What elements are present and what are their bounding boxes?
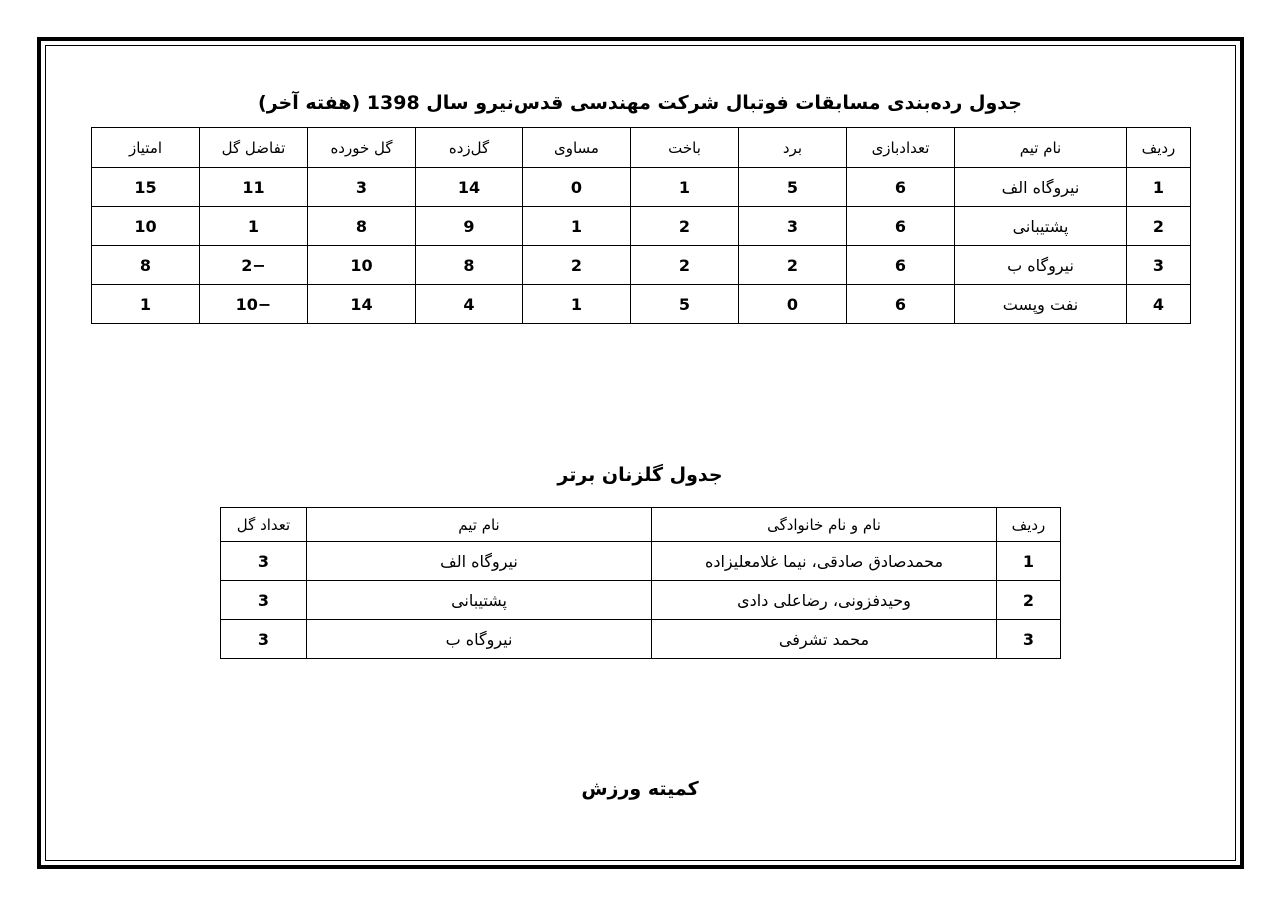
cell-rank: 1	[997, 542, 1061, 581]
top-scorers-table	[220, 507, 1061, 659]
header-player-name: نام و نام خانوادگی	[652, 508, 997, 542]
cell-player-name: محمدصادق صادقی، نیما غلامعلیزاده	[652, 542, 997, 581]
cell-drawn: 1	[523, 285, 631, 324]
cell-team: نیروگاه ب	[955, 246, 1127, 285]
cell-rank: 3	[1127, 246, 1191, 285]
cell-points: 8	[92, 246, 200, 285]
cell-lost: 2	[631, 246, 739, 285]
standings-table	[91, 127, 1191, 324]
cell-points: 15	[92, 168, 200, 207]
cell-rank: 2	[997, 581, 1061, 620]
cell-goal-diff: −10	[200, 285, 308, 324]
cell-team: نفت وپست	[955, 285, 1127, 324]
scorers-header-row	[221, 508, 1061, 542]
cell-rank: 1	[1127, 168, 1191, 207]
cell-lost: 2	[631, 207, 739, 246]
header-goal-diff: تفاضل گل	[200, 128, 308, 168]
cell-rank: 3	[997, 620, 1061, 659]
cell-goals: 3	[221, 620, 307, 659]
header-scored: گل‌زده	[416, 128, 523, 168]
cell-points: 10	[92, 207, 200, 246]
cell-conceded: 3	[308, 168, 416, 207]
cell-rank: 2	[1127, 207, 1191, 246]
cell-team: نیروگاه الف	[955, 168, 1127, 207]
cell-team: نیروگاه ب	[307, 620, 652, 659]
cell-goal-diff: 11	[200, 168, 308, 207]
header-rank: ردیف	[1127, 128, 1191, 168]
header-team: نام تیم	[307, 508, 652, 542]
cell-team: پشتیبانی	[307, 581, 652, 620]
cell-lost: 5	[631, 285, 739, 324]
header-team: نام تیم	[955, 128, 1127, 168]
cell-played: 6	[847, 285, 955, 324]
header-rank: ردیف	[997, 508, 1061, 542]
cell-played: 6	[847, 207, 955, 246]
standings-header-row	[92, 128, 1191, 168]
cell-player-name: وحیدفزونی، رضاعلی دادی	[652, 581, 997, 620]
cell-conceded: 14	[308, 285, 416, 324]
cell-player-name: محمد تشرفی	[652, 620, 997, 659]
cell-won: 0	[739, 285, 847, 324]
table-row	[221, 542, 1061, 581]
cell-scored: 8	[416, 246, 523, 285]
cell-drawn: 0	[523, 168, 631, 207]
cell-drawn: 1	[523, 207, 631, 246]
cell-scored: 14	[416, 168, 523, 207]
table-row	[92, 207, 1191, 246]
cell-team: پشتیبانی	[955, 207, 1127, 246]
header-conceded: گل خورده	[308, 128, 416, 168]
cell-goals: 3	[221, 581, 307, 620]
cell-drawn: 2	[523, 246, 631, 285]
cell-conceded: 10	[308, 246, 416, 285]
standings-title: جدول رده‌بندی مسابقات فوتبال شرکت مهندسی قدس‌نیرو سال 1398 (هفته آخر)	[258, 92, 1022, 114]
cell-rank: 4	[1127, 285, 1191, 324]
cell-team: نیروگاه الف	[307, 542, 652, 581]
cell-won: 2	[739, 246, 847, 285]
cell-goal-diff: 1	[200, 207, 308, 246]
cell-conceded: 8	[308, 207, 416, 246]
header-goals: تعداد گل	[221, 508, 307, 542]
cell-played: 6	[847, 246, 955, 285]
table-row	[221, 581, 1061, 620]
scorers-title: جدول گلزنان برتر	[557, 464, 723, 486]
cell-points: 1	[92, 285, 200, 324]
cell-won: 5	[739, 168, 847, 207]
table-row	[221, 620, 1061, 659]
cell-scored: 9	[416, 207, 523, 246]
header-played: تعدادبازی	[847, 128, 955, 168]
footer-signature: کمیته ورزش	[581, 778, 699, 800]
table-row	[92, 285, 1191, 324]
cell-lost: 1	[631, 168, 739, 207]
cell-goals: 3	[221, 542, 307, 581]
header-points: امتیاز	[92, 128, 200, 168]
cell-won: 3	[739, 207, 847, 246]
cell-goal-diff: −2	[200, 246, 308, 285]
table-row	[92, 168, 1191, 207]
header-drawn: مساوی	[523, 128, 631, 168]
header-won: برد	[739, 128, 847, 168]
table-row	[92, 246, 1191, 285]
header-lost: باخت	[631, 128, 739, 168]
cell-played: 6	[847, 168, 955, 207]
cell-scored: 4	[416, 285, 523, 324]
